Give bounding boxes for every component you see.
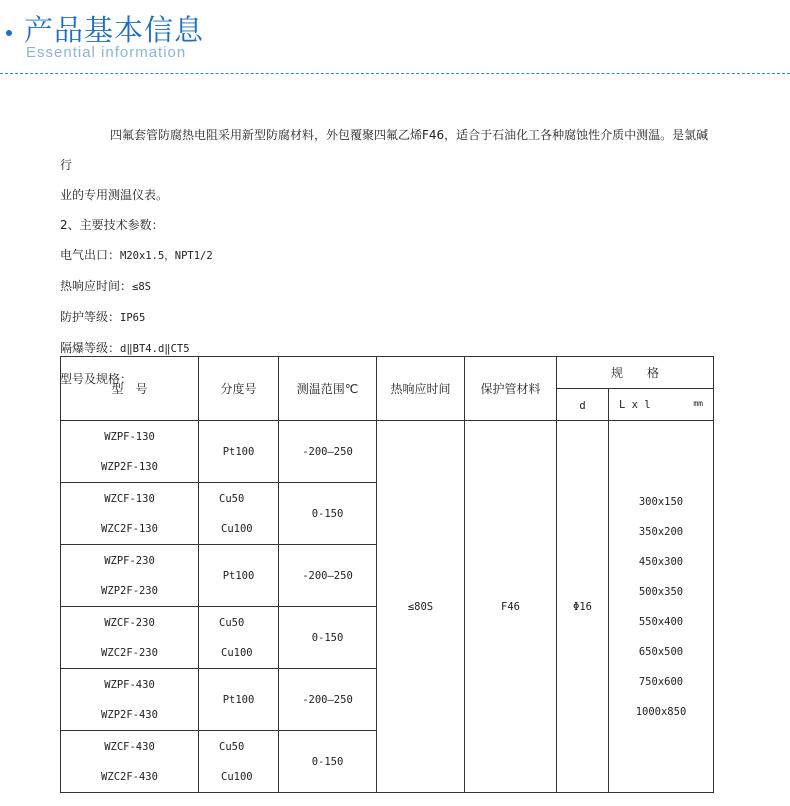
protection-label: 防护等级： bbox=[60, 310, 121, 324]
intro-line-1: 四氟套管防腐热电阻采用新型防腐材料，外包覆聚四氟乙烯F46，适合于石油化工各种腐蚀性介质中测温。是氯碱行 bbox=[60, 128, 709, 172]
range-cell bbox=[279, 669, 377, 731]
header-range: 测温范围℃ bbox=[279, 357, 377, 421]
model-cell bbox=[61, 483, 199, 545]
protection-grade bbox=[60, 302, 740, 333]
size-item: 450x300 bbox=[638, 556, 684, 568]
header-lxl-text: L x l bbox=[619, 398, 651, 411]
electrical-outlet bbox=[60, 240, 740, 271]
model-cell bbox=[61, 607, 199, 669]
model-code: WZP2F-230 bbox=[101, 584, 158, 597]
material-value: F46 bbox=[501, 600, 520, 613]
response-label: 热响应时间： bbox=[60, 279, 133, 293]
grade-value: Cu100 bbox=[221, 522, 253, 535]
model-code: WZP2F-430 bbox=[101, 708, 158, 721]
size-item: 1000x850 bbox=[635, 706, 687, 718]
grade-value: Cu100 bbox=[221, 770, 253, 783]
range-cell bbox=[279, 421, 377, 483]
header-d-text: d bbox=[579, 399, 586, 412]
range-value: 0-150 bbox=[311, 507, 344, 520]
protection-value: IP65 bbox=[120, 312, 146, 324]
size-item: 750x600 bbox=[638, 676, 684, 688]
grade-value: Cu50 bbox=[219, 740, 245, 753]
grade-cell bbox=[199, 731, 279, 793]
model-code: WZP2F-130 bbox=[101, 460, 158, 473]
table-row bbox=[61, 421, 714, 483]
spec-table bbox=[60, 356, 714, 793]
grade-cell bbox=[199, 483, 279, 545]
size-item: 350x200 bbox=[638, 526, 684, 538]
model-cell bbox=[61, 545, 199, 607]
intro-paragraph bbox=[60, 120, 720, 210]
response-time-cell bbox=[377, 421, 465, 793]
grade-value: Cu100 bbox=[221, 646, 253, 659]
grade-value: Cu50 bbox=[219, 616, 245, 629]
grade-value: Pt100 bbox=[222, 569, 255, 582]
range-cell bbox=[279, 607, 377, 669]
header-grade: 分度号 bbox=[199, 357, 279, 421]
sizes-cell bbox=[609, 421, 714, 793]
model-code: WZPF-130 bbox=[104, 430, 155, 443]
range-cell bbox=[279, 731, 377, 793]
model-cell bbox=[61, 421, 199, 483]
electrical-label: 电气出口： bbox=[60, 248, 121, 262]
grade-cell bbox=[199, 421, 279, 483]
range-value: 0-150 bbox=[311, 631, 344, 644]
model-code: WZCF-430 bbox=[104, 740, 155, 753]
response-time bbox=[60, 271, 740, 302]
model-code: WZCF-130 bbox=[104, 492, 155, 505]
header-response-time: 热响应时间 bbox=[377, 357, 465, 421]
range-cell bbox=[279, 545, 377, 607]
electrical-value: M20x1.5，NPT1/2 bbox=[120, 250, 213, 262]
response-value: ≤8S bbox=[132, 281, 151, 293]
grade-cell bbox=[199, 545, 279, 607]
bullet-dot-icon bbox=[6, 30, 12, 36]
diameter-cell bbox=[557, 421, 609, 793]
section-header bbox=[0, 0, 790, 76]
header-lxl bbox=[609, 389, 714, 421]
model-code: WZPF-230 bbox=[104, 554, 155, 567]
header-unit: mm bbox=[693, 398, 703, 408]
section-title: 产品基本信息 bbox=[24, 13, 205, 47]
grade-cell bbox=[199, 607, 279, 669]
tech-heading: 2、主要技术参数： bbox=[60, 218, 164, 232]
model-cell bbox=[61, 731, 199, 793]
header-model: 型 号 bbox=[61, 357, 199, 421]
model-cell bbox=[61, 669, 199, 731]
model-code: WZC2F-430 bbox=[101, 770, 158, 783]
diameter-value: Φ16 bbox=[573, 600, 592, 613]
size-item: 650x500 bbox=[638, 646, 684, 658]
models-heading: 型号及规格： bbox=[60, 372, 133, 386]
grade-value: Cu50 bbox=[219, 492, 245, 505]
section-subtitle: Essential information bbox=[26, 44, 187, 61]
model-code: WZC2F-130 bbox=[101, 522, 158, 535]
header-spec: 规 格 bbox=[557, 357, 714, 389]
model-code: WZCF-230 bbox=[104, 616, 155, 629]
grade-value: Pt100 bbox=[222, 445, 255, 458]
intro-line-2: 业的专用测温仪表。 bbox=[60, 188, 169, 202]
model-code: WZPF-430 bbox=[104, 678, 155, 691]
range-value: -200—250 bbox=[302, 445, 353, 458]
explosion-label: 隔爆等级： bbox=[60, 341, 121, 355]
response-time-value: ≤80S bbox=[407, 600, 434, 613]
size-item: 500x350 bbox=[638, 586, 684, 598]
sizes-list bbox=[609, 487, 713, 727]
dashed-divider bbox=[0, 73, 790, 74]
range-value: 0-150 bbox=[311, 755, 344, 768]
product-description bbox=[60, 120, 740, 394]
range-value: -200—250 bbox=[302, 693, 353, 706]
grade-value: Pt100 bbox=[222, 693, 255, 706]
header-material: 保护管材料 bbox=[465, 357, 557, 421]
range-value: -200—250 bbox=[302, 569, 353, 582]
explosion-value: d‖BT4.d‖CT5 bbox=[120, 343, 190, 355]
header-d bbox=[557, 389, 609, 421]
range-cell bbox=[279, 483, 377, 545]
size-item: 300x150 bbox=[638, 496, 684, 508]
material-cell bbox=[465, 421, 557, 793]
grade-cell bbox=[199, 669, 279, 731]
size-item: 550x400 bbox=[638, 616, 684, 628]
model-code: WZC2F-230 bbox=[101, 646, 158, 659]
